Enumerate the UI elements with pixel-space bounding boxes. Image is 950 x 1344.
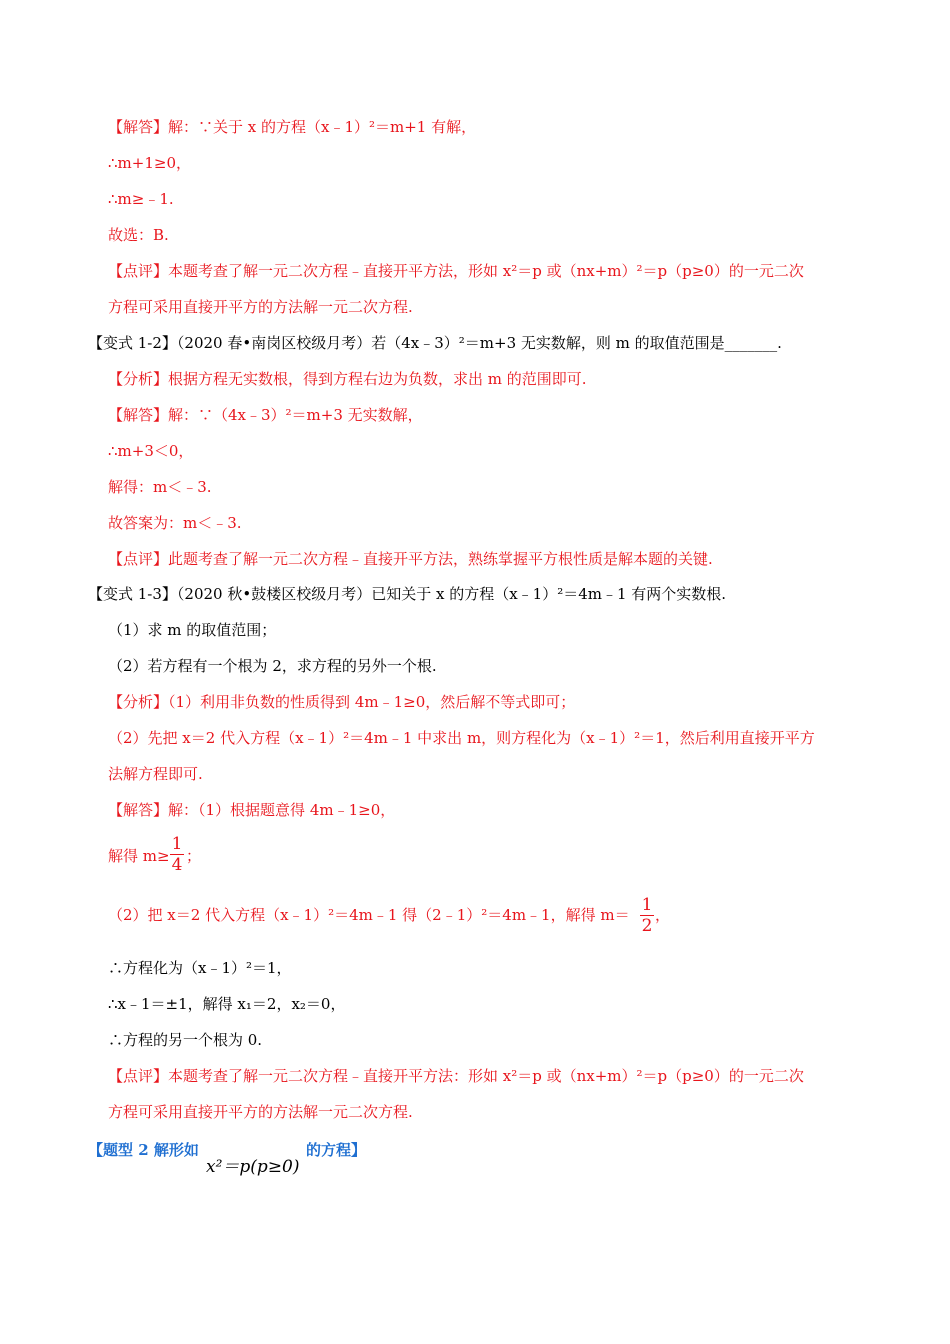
variant-1-2-question: 【变式 1-2】（2020 春•南岗区校级月考）若（4x﹣3）²＝m+3 无实数解，则 m 的取值范围是_______.	[88, 334, 782, 352]
comment-1-3-line-2: 方程可采用直接开平方的方法解一元二次方程.	[108, 1103, 413, 1121]
fraction-denominator: 2	[641, 916, 653, 936]
answer-1-3-line-2	[108, 846, 170, 866]
fraction-half-suffix: ，	[655, 906, 671, 924]
answer-1-3-line-5: ∴x﹣1＝±1，解得 x₁＝2，x₂＝0，	[108, 995, 346, 1013]
answer-1-2-line-1: 【解答】解：∵（4x﹣3）²＝m+3 无实数解，	[108, 406, 423, 424]
fraction-numerator: 1	[641, 895, 653, 915]
answer-1-2-line-4: 故答案为：m＜﹣3.	[108, 514, 242, 532]
answer-1-2-line-3: 解得：m＜﹣3.	[108, 478, 212, 496]
variant-1-3-part-1: （1）求 m 的取值范围；	[108, 621, 277, 639]
fraction-one-half	[640, 896, 654, 935]
analysis-1-3-line-3: 法解方程即可.	[108, 765, 203, 783]
analysis-1-3-line-1: 【分析】（1）利用非负数的性质得到 4m﹣1≥0，然后解不等式即可；	[108, 693, 576, 711]
answer-line-1: 【解答】解：∵关于 x 的方程（x﹣1）²＝m+1 有解，	[108, 118, 477, 136]
answer-1-3-line-3: （2）把 x＝2 代入方程（x﹣1）²＝4m﹣1 得（2﹣1）²＝4m﹣1，解得 m＝	[108, 906, 630, 924]
answer-1-2-line-2: ∴m+3＜0，	[108, 442, 194, 460]
analysis-1-2: 【分析】根据方程无实数根，得到方程右边为负数，求出 m 的范围即可.	[108, 370, 587, 388]
variant-1-3-part-2: （2）若方程有一个根为 2，求方程的另外一个根.	[108, 657, 437, 675]
answer-line-4: 故选：B.	[108, 226, 169, 244]
comment-line-1: 【点评】本题考查了解一元二次方程﹣直接开平方法，形如 x²＝p 或（nx+m）²＝p（p≥0）的一元二次	[108, 262, 804, 280]
answer-1-3-line-1: 【解答】解：（1）根据题意得 4m﹣1≥0，	[108, 801, 396, 819]
answer-line-2: ∴m+1≥0，	[108, 154, 191, 172]
comment-1-2: 【点评】此题考查了解一元二次方程﹣直接开平方法，熟练掌握平方根性质是解本题的关键.	[108, 550, 713, 568]
fraction-denominator: 4	[171, 855, 183, 875]
variant-1-3-question: 【变式 1-3】（2020 秋•鼓楼区校级月考）已知关于 x 的方程（x﹣1）²＝4m﹣1 有两个实数根.	[88, 585, 727, 603]
fraction-quarter-suffix: ；	[186, 847, 202, 865]
answer-1-3-line-6: ∴方程的另一个根为 0.	[108, 1031, 263, 1049]
section-heading-suffix: 的方程】	[306, 1141, 367, 1159]
fraction-numerator: 1	[171, 834, 183, 854]
answer-1-3-line-2-text: 解得 m≥	[108, 847, 170, 865]
section-heading-formula: x²＝p(p≥0)	[206, 1157, 300, 1177]
analysis-1-3-line-2: （2）先把 x＝2 代入方程（x﹣1）²＝4m﹣1 中求出 m，则方程化为（x﹣1）²＝1，然后利用直接开平方	[108, 729, 815, 747]
answer-line-3: ∴m≥﹣1.	[108, 190, 174, 208]
section-heading-prefix: 【题型 2 解形如	[88, 1141, 199, 1159]
comment-line-2: 方程可采用直接开平方的方法解一元二次方程.	[108, 298, 413, 316]
comment-1-3-line-1: 【点评】本题考查了解一元二次方程﹣直接开平方法：形如 x²＝p 或（nx+m）²＝p（p≥0）的一元二次	[108, 1067, 804, 1085]
fraction-one-quarter	[170, 835, 184, 874]
answer-1-3-line-4: ∴方程化为（x﹣1）²＝1，	[108, 959, 292, 977]
